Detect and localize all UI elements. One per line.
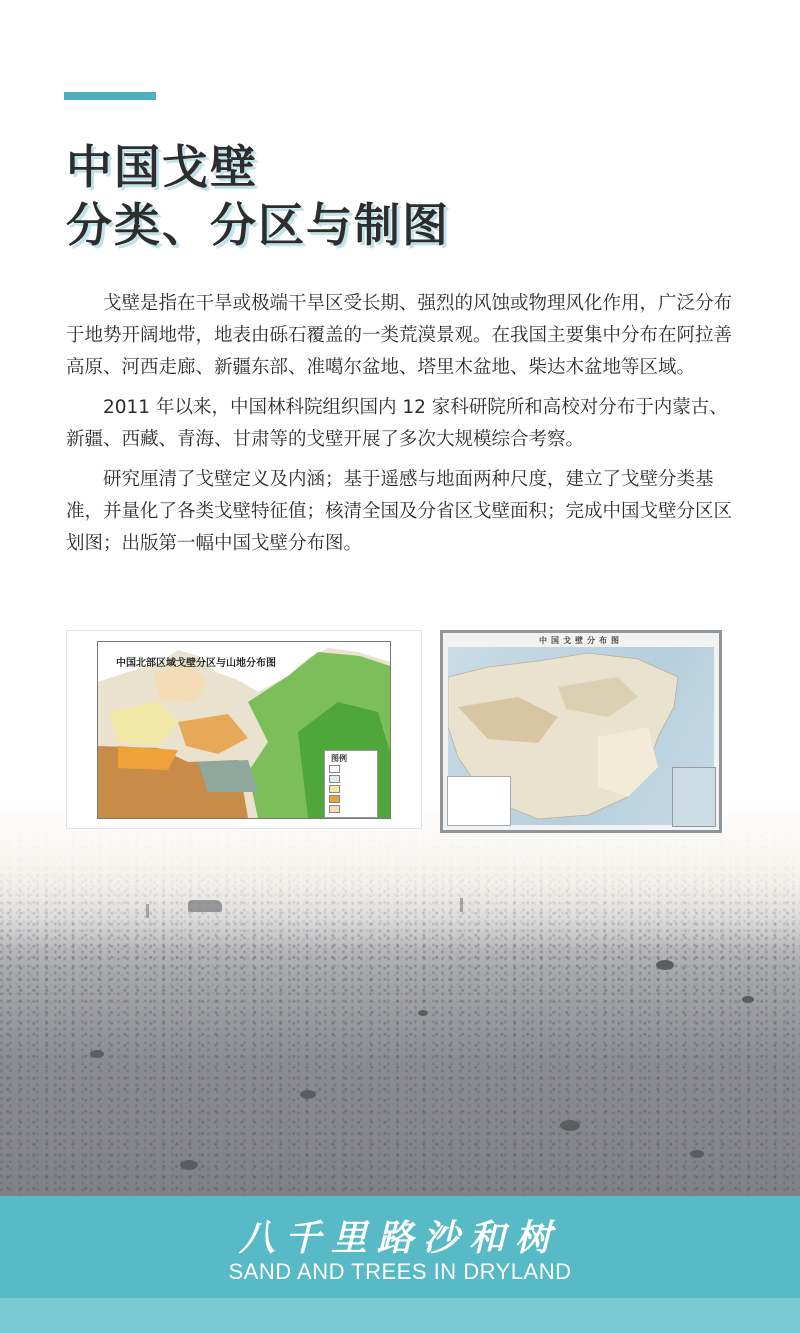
page-title-line2: 分类、分区与制图 <box>66 198 450 252</box>
south-china-sea-inset <box>672 767 716 827</box>
distant-vehicle <box>188 900 222 912</box>
rock <box>656 960 674 970</box>
map-frame <box>97 641 391 819</box>
legend-swatch <box>329 775 340 783</box>
legend-swatch <box>329 795 340 803</box>
rock <box>690 1150 704 1158</box>
rock <box>742 996 754 1003</box>
gravel-desert-photo <box>0 800 800 1200</box>
rock <box>300 1090 316 1099</box>
page-title <box>66 138 450 254</box>
rock <box>418 1010 428 1016</box>
footer-banner <box>0 1196 800 1333</box>
gobi-zone <box>118 746 178 770</box>
paragraph-definition: 戈壁是指在干旱或极端干旱区受长期、强烈的风蚀或物理风化作用，广泛分布于地势开阔地带，地表由砾石覆盖的一类荒漠景观。在我国主要集中分布在阿拉善高原、河西走廊、新疆东部、准噶尔盆地、塔里木盆地、柴达木盆地等区域。 <box>66 293 733 378</box>
banner-english-title: SAND AND TREES IN DRYLAND <box>228 1259 572 1284</box>
body-text <box>66 288 738 568</box>
north-china-gobi-zoning-map <box>66 630 422 829</box>
legend-swatch <box>329 785 340 793</box>
page-title-line1: 中国戈壁 <box>66 140 258 194</box>
map-title: 中国北部区域戈壁分区与山地分布图 <box>116 658 276 669</box>
banner-bottom-strip <box>0 1298 800 1333</box>
banner-chinese-title: 八千里路沙和树 <box>238 1217 561 1259</box>
paragraph-results: 研究厘清了戈壁定义及内涵；基于遥感与地面两种尺度，建立了戈壁分类基准，并量化了各类戈壁特征值；核清全国及分省区戈壁面积；完成中国戈壁分区区划图；出版第一幅中国戈壁分布图。 <box>66 469 733 554</box>
distant-person <box>460 898 463 912</box>
map-title: 中国戈壁分布图 <box>539 636 623 645</box>
land-area <box>598 727 658 797</box>
legend-swatch <box>329 805 340 813</box>
accent-bar <box>64 92 156 100</box>
map-legend <box>324 750 378 818</box>
gobi-zone <box>198 760 258 792</box>
legend-swatch <box>329 765 340 773</box>
map-info-panel <box>447 776 511 826</box>
rock <box>90 1050 104 1058</box>
china-gobi-distribution-map <box>440 630 722 833</box>
legend-title: 图例 <box>331 754 347 763</box>
rock <box>180 1160 198 1170</box>
rock <box>560 1120 580 1131</box>
distant-person <box>146 904 149 918</box>
paragraph-survey: 2011 年以来，中国林科院组织国内 12 家科研院所和高校对分布于内蒙古、新疆、西藏、青海、甘肃等的戈壁开展了多次大规模综合考察。 <box>66 397 728 450</box>
